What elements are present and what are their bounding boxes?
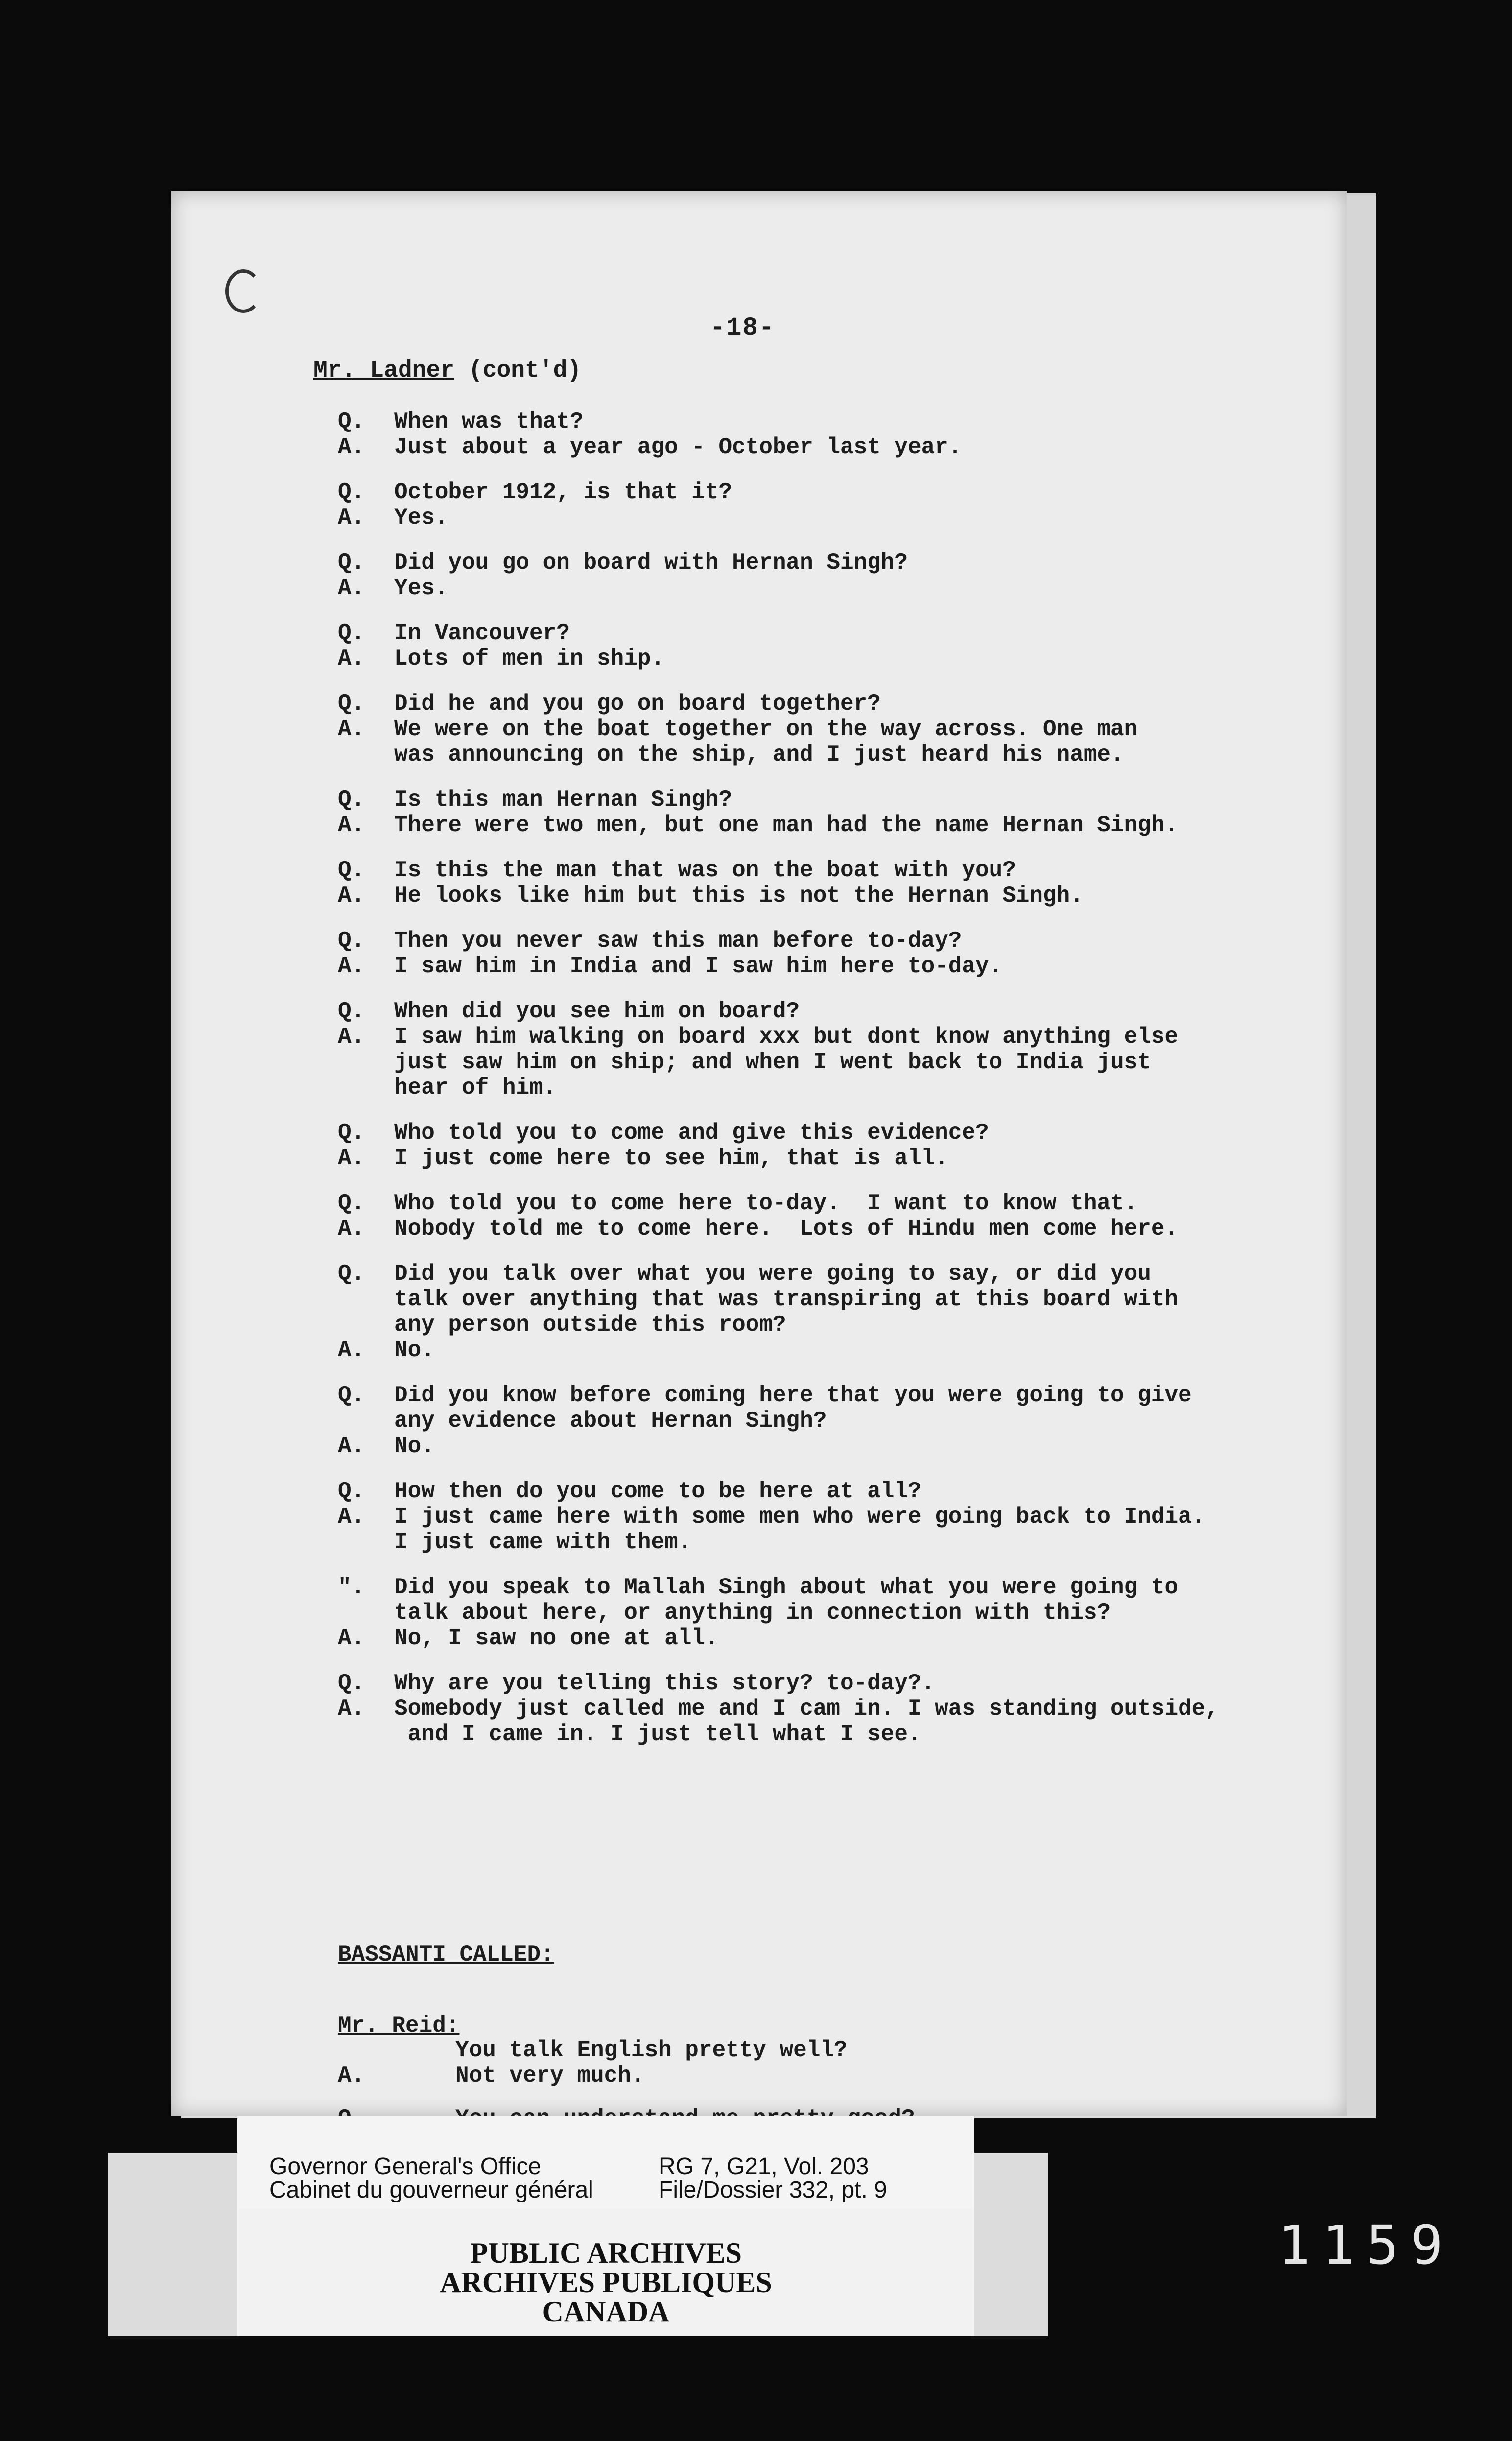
speaker-name: Mr. Ladner (313, 358, 455, 384)
qa-text: No. (394, 1338, 435, 1363)
qa-line (338, 999, 1415, 1024)
qa-label: Q. (338, 409, 365, 434)
qa-text: When was that? (394, 409, 584, 434)
qa-label: A. (338, 434, 365, 460)
qa-line (338, 1575, 1415, 1600)
file-dossier: File/Dossier 332, pt. 9 (659, 2177, 887, 2203)
qa-label: A. (338, 1504, 365, 1530)
qa-line (338, 1696, 1415, 1722)
qa-exchange (338, 409, 1415, 460)
punch-hole (225, 269, 261, 313)
qa-text: Why are you telling this story? to-day?. (394, 1671, 935, 1696)
qa-text: Is this man Hernan Singh? (394, 787, 732, 813)
qa-exchange (338, 928, 1415, 979)
qa-label: Q. (338, 1479, 365, 1504)
qa-text: Just about a year ago - October last year. (394, 434, 962, 460)
qa-label: Q. (338, 1261, 365, 1287)
qa-text: We were on the boat together on the way across. One man (394, 717, 1138, 742)
qa-label: A. (338, 1024, 365, 1050)
qa-text: In Vancouver? (394, 621, 570, 646)
qa-exchange (338, 1575, 1415, 1651)
qa-label: Q. (338, 550, 365, 575)
qa-label: A. (338, 1338, 365, 1363)
qa-line (338, 434, 1415, 460)
archives-stamp (237, 2209, 974, 2336)
qa-line (338, 954, 1415, 979)
qa-label: Q. (338, 787, 365, 813)
qa-line (338, 1287, 1415, 1312)
office-en: Governor General's Office (269, 2154, 542, 2179)
qa-line (338, 1191, 1415, 1216)
qa-exchange (338, 1261, 1415, 1363)
qa-line (338, 928, 1415, 954)
qa-line (338, 1479, 1415, 1504)
qa-text: and I came in. I just tell what I see. (394, 1722, 921, 1747)
stamp-line-1: PUBLIC ARCHIVES (470, 2237, 742, 2269)
qa-line (338, 787, 1415, 813)
qa-text: I saw him walking on board xxx but dont know anything else (394, 1024, 1179, 1050)
qa-text: just saw him on ship; and when I went back to India just (394, 1050, 1151, 1075)
qa-text: Is this the man that was on the boat with you? (394, 858, 1016, 883)
qa-text: Yes. (394, 505, 449, 530)
qa-label: Q. (338, 621, 365, 646)
qa-line (338, 858, 1415, 883)
qa-label: A. (338, 1146, 365, 1171)
qa-line (338, 2063, 1415, 2088)
qa-label: Q. (338, 1191, 365, 1216)
qa-label: A. (338, 505, 365, 530)
qa-text: any evidence about Hernan Singh? (394, 1408, 827, 1434)
record-group: RG 7, G21, Vol. 203 (659, 2154, 869, 2179)
qa-exchange (338, 691, 1415, 767)
qa-line (338, 813, 1415, 838)
qa-label: A. (338, 1696, 365, 1722)
qa-line (338, 1530, 1415, 1555)
qa-text: He looks like him but this is not the Hernan Singh. (394, 883, 1084, 909)
qa-line (338, 883, 1415, 909)
speaker-header (313, 358, 581, 384)
qa-text: was announcing on the ship, and I just heard his name. (394, 742, 1124, 767)
frame-number: 1159 (1278, 2214, 1455, 2276)
second-speaker: Mr. Reid: (338, 2013, 460, 2038)
qa-exchange (338, 1479, 1415, 1555)
qa-label: Q. (338, 479, 365, 505)
qa-exchange (338, 621, 1415, 671)
qa-line (338, 1146, 1415, 1171)
qa-text: There were two men, but one man had the name Hernan Singh. (394, 813, 1179, 838)
qa-label: Q. (338, 1671, 365, 1696)
page-number: -18- (710, 313, 775, 342)
qa-label: A. (338, 575, 365, 601)
qa-text: any person outside this room? (394, 1312, 786, 1338)
qa-label: A. (338, 2063, 365, 2088)
qa-line (338, 1434, 1415, 1459)
document-page (171, 191, 1347, 2116)
qa-text: I just came here with some men who were going back to India. (394, 1504, 1205, 1530)
qa-text: Who told you to come and give this evidence? (394, 1120, 989, 1146)
office-fr: Cabinet du gouverneur général (269, 2177, 593, 2203)
qa-line (338, 1671, 1415, 1696)
qa-label: Q. (338, 858, 365, 883)
qa-label: Q. (338, 1383, 365, 1408)
qa-line (338, 1312, 1415, 1338)
qa-exchange (338, 999, 1415, 1101)
qa-text: No. (394, 1434, 435, 1459)
qa-line (338, 1626, 1415, 1651)
qa-line (338, 1338, 1415, 1363)
qa-text: When did you see him on board? (394, 999, 800, 1024)
qa-label: ". (338, 1575, 365, 1600)
qa-label: A. (338, 954, 365, 979)
qa-line (338, 1722, 1415, 1747)
qa-exchange (338, 1120, 1415, 1171)
qa-label: Q. (338, 1120, 365, 1146)
qa-text: You talk English pretty well? (455, 2037, 848, 2063)
qa-line (338, 646, 1415, 671)
qa-text: Who told you to come here to-day. I want to know that. (394, 1191, 1138, 1216)
qa-line (338, 1120, 1415, 1146)
archive-label (237, 2116, 974, 2209)
qa-text: I just came with them. (394, 1530, 692, 1555)
qa-label: A. (338, 813, 365, 838)
qa-exchange (338, 550, 1415, 601)
qa-text: Yes. (394, 575, 449, 601)
qa-text: Did you go on board with Hernan Singh? (394, 550, 908, 575)
qa-exchange (338, 787, 1415, 838)
qa-exchange (338, 479, 1415, 530)
qa-line (338, 409, 1415, 434)
qa-line (338, 575, 1415, 601)
qa-line (338, 1216, 1415, 1242)
qa-text: Did you speak to Mallah Singh about what you were going to (394, 1575, 1179, 1600)
qa-line (338, 1504, 1415, 1530)
qa-text: hear of him. (394, 1075, 557, 1101)
qa-line (338, 2037, 1415, 2063)
qa-line (338, 1261, 1415, 1287)
qa-exchange (338, 858, 1415, 909)
qa-label: Q. (338, 999, 365, 1024)
qa-line (338, 691, 1415, 717)
qa-line (338, 621, 1415, 646)
qa-text: talk about here, or anything in connection with this? (394, 1600, 1111, 1626)
qa-text: I saw him in India and I saw him here to-day. (394, 954, 1003, 979)
qa-line (338, 1600, 1415, 1626)
qa-line (338, 479, 1415, 505)
stamp-line-2: ARCHIVES PUBLIQUES (440, 2266, 772, 2298)
qa-text: Did you talk over what you were going to say, or did you (394, 1261, 1151, 1287)
qa-text: No, I saw no one at all. (394, 1626, 719, 1651)
qa-line (338, 1383, 1415, 1408)
qa-line (338, 1408, 1415, 1434)
qa-text: Lots of men in ship. (394, 646, 665, 671)
qa-line (338, 1024, 1415, 1050)
qa-label: A. (338, 1434, 365, 1459)
qa-exchange (338, 1191, 1415, 1242)
qa-text: I just come here to see him, that is all. (394, 1146, 948, 1171)
qa-text: How then do you come to be here at all? (394, 1479, 921, 1504)
qa-text: Somebody just called me and I cam in. I was standing outside, (394, 1696, 1219, 1722)
speaker-suffix: (cont'd) (454, 358, 582, 384)
qa-line (338, 717, 1415, 742)
qa-label: A. (338, 883, 365, 909)
qa-exchange (338, 1383, 1415, 1459)
qa-line (338, 550, 1415, 575)
qa-text: Then you never saw this man before to-day? (394, 928, 962, 954)
qa-label: Q. (338, 928, 365, 954)
qa-text: October 1912, is that it? (394, 479, 732, 505)
qa-line (338, 1075, 1415, 1101)
stamp-line-3: CANADA (542, 2296, 670, 2328)
section-heading: BASSANTI CALLED: (338, 1942, 554, 1967)
qa-line (338, 742, 1415, 767)
qa-label: A. (338, 1626, 365, 1651)
qa-text: Nobody told me to come here. Lots of Hindu men come here. (394, 1216, 1179, 1242)
qa-text: Did you know before coming here that you were going to give (394, 1383, 1192, 1408)
qa-label: A. (338, 717, 365, 742)
qa-line (338, 505, 1415, 530)
qa-label: A. (338, 1216, 365, 1242)
qa-text: Not very much. (455, 2063, 645, 2088)
qa-label: Q. (338, 691, 365, 717)
qa-exchange (338, 1671, 1415, 1747)
qa-text: Did he and you go on board together? (394, 691, 881, 717)
qa-label: A. (338, 646, 365, 671)
qa-text: talk over anything that was transpiring at this board with (394, 1287, 1179, 1312)
qa-line (338, 1050, 1415, 1075)
